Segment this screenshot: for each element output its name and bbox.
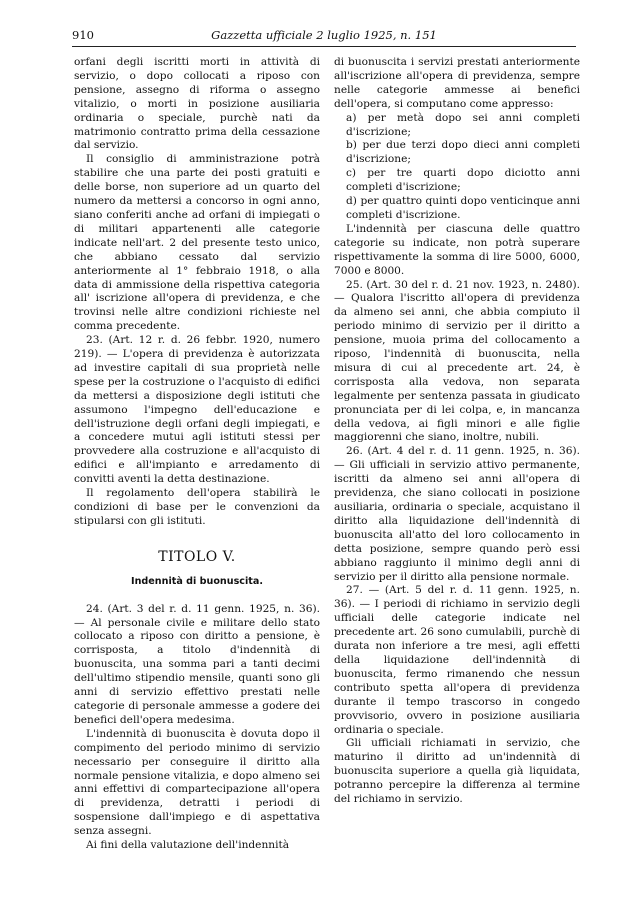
article-23: 23. (Art. 12 r. d. 26 febbr. 1920, numero 219). — L'opera di previdenza è autorizzata ad investire capitali di sua proprietà nelle spese per la costruzione o l'acquisto di edifici da mettersi a disposizione degli istituti che assumono l'impegno dell'educazione e dell'istruzione degli orfani degli impiegati, e a concedere mutui agli istituti stessi per provvedere alla costruzione e all'acquisto di edifici e all'impianto e arredamento di convitti aventi la detta destinazione. (74, 334, 320, 486)
gazette-title (72, 28, 576, 42)
right-column (334, 56, 580, 807)
page-number: 910 (72, 28, 94, 42)
left-paragraph-1: orfani degli iscritti morti in attività di servizio, o dopo collocati a riposo con pensione, assegno di riforma o assegno vitalizio, o morti in posizione ausiliaria ordinaria o speciale, purchè nati da matrimonio contratto prima della cessazione dal servizio. (74, 56, 320, 152)
left-paragraph-4: Il regolamento dell'opera stabilirà le condizioni di base per le convenzioni da stipularsi con gli istituti. (74, 487, 320, 527)
right-paragraph-2: L'indennità per ciascuna delle quattro categorie su indicate, non potrà superare rispettivamente la somma di lire 5000, 6000, 7000 e 8000. (334, 222, 580, 277)
gazette-title-text: Gazzetta ufficiale 2 luglio 1925, n. 151 (211, 28, 437, 42)
left-column (74, 56, 320, 853)
section-title: TITOLO V. (158, 548, 236, 565)
item-b: b) per due terzi dopo dieci anni completi d'iscrizione; (346, 139, 580, 166)
article-27: 27. — (Art. 5 del r. d. 11 genn. 1925, n. 36). — I periodi di richiamo in servizio degli ufficiali delle categorie indicate nel precedente art. 26 sono cumulabili, purchè di durata non inferiore a tre mesi, agli effetti della liquidazione dell'indennità di buonuscita, fermo rimanendo che nessun contributo spetta all'opera di previdenza durante il tempo trascorso in congedo provvisorio, ovvero in posizione ausiliaria ordinaria o speciale. (334, 584, 580, 736)
left-paragraph-6: L'indennità di buonuscita è dovuta dopo il compimento del periodo minimo di servizio necessario per conseguire il diritto alla normale pensione vitalizia, e dopo almeno sei anni effettivi di compartecipazione all'opera di previdenza, detratti i periodi di sospensione dall'impiego e di aspettativa senza assegni. (74, 727, 320, 838)
left-paragraph-7: Ai fini della valutazione dell'indennità (86, 839, 290, 852)
item-a: a) per metà dopo sei anni completi d'iscrizione; (346, 111, 580, 138)
left-paragraph-2: Il consiglio di amministrazione potrà stabilire che una parte dei posti gratuiti e delle borse, non superiore ad un quarto del numero da mettersi a concorso in ogni anno, siano conferiti anche ad orfani di impiegati o di militari appartenenti alle categorie indicate nell'art. 2 del presente testo unico, che abbiano cessato dal servizio anteriormente al 1° febbraio 1918, o alla data di ammissione della rispettiva categoria all' iscrizione all'opera di previdenza, e che trovinsi nelle altre condizioni richieste nel comma precedente. (74, 153, 320, 333)
article-24: 24. (Art. 3 del r. d. 11 genn. 1925, n. 36). — Al personale civile e militare dello stato collocato a riposo con diritto a pensione, è corrisposta, a titolo d'indennità di buonuscita, una somma pari a tanti decimi dell'ultimo stipendio mensile, quanti sono gli anni di servizio effettivo prestati nelle categorie di personale ammesse a godere dei benefici dell'opera medesima. (74, 602, 320, 726)
article-25: 25. (Art. 30 del r. d. 21 nov. 1923, n. 2480). — Qualora l'iscritto all'opera di previdenza da almeno sei anni, che abbia compiuto il periodo minimo di servizio per il diritto a pensione, muoia prima del collocamento a riposo, l'indennità di buonuscita, nella misura di cui al precedente art. 24, è corrisposta alla vedova, non separata legalmente per sentenza passata in giudicato pronunciata per di lei colpa, e, in mancanza della vedova, ai figli minori e alle figlie maggiorenni che siano, inoltre, nubili. (334, 278, 580, 444)
item-c: c) per tre quarti dopo diciotto anni completi d'iscrizione; (346, 167, 580, 194)
section-subtitle: Indennità di buonuscita. (131, 575, 263, 587)
right-paragraph-6: Gli ufficiali richiamati in servizio, che maturino il diritto ad un'indennità di buonuscita superiore a quella già liquidata, potranno percepire la differenza al termine del richiamo in servizio. (334, 737, 580, 806)
header-rule (72, 46, 576, 47)
right-paragraph-1: di buonuscita i servizi prestati anteriormente all'iscrizione all'opera di previdenza, sempre nelle categorie ammesse ai benefici dell'opera, si computano come appresso: (334, 56, 580, 110)
item-d: d) per quattro quinti dopo venticinque anni completi d'iscrizione. (346, 195, 580, 221)
article-26: 26. (Art. 4 del r. d. 11 genn. 1925, n. 36). — Gli ufficiali in servizio attivo permanente, iscritti da almeno sei anni all'opera di previdenza, che siano collocati in posizione ausiliaria, ordinaria o speciale, acquistano il diritto alla liquidazione dell'indennità di buonuscita all'atto del loro collocamento in detta posizione, sempre quando però essi abbiano raggiunto il minimo degli anni di servizio per il diritto alla pensione normale. (334, 445, 580, 583)
page-header (72, 28, 576, 44)
